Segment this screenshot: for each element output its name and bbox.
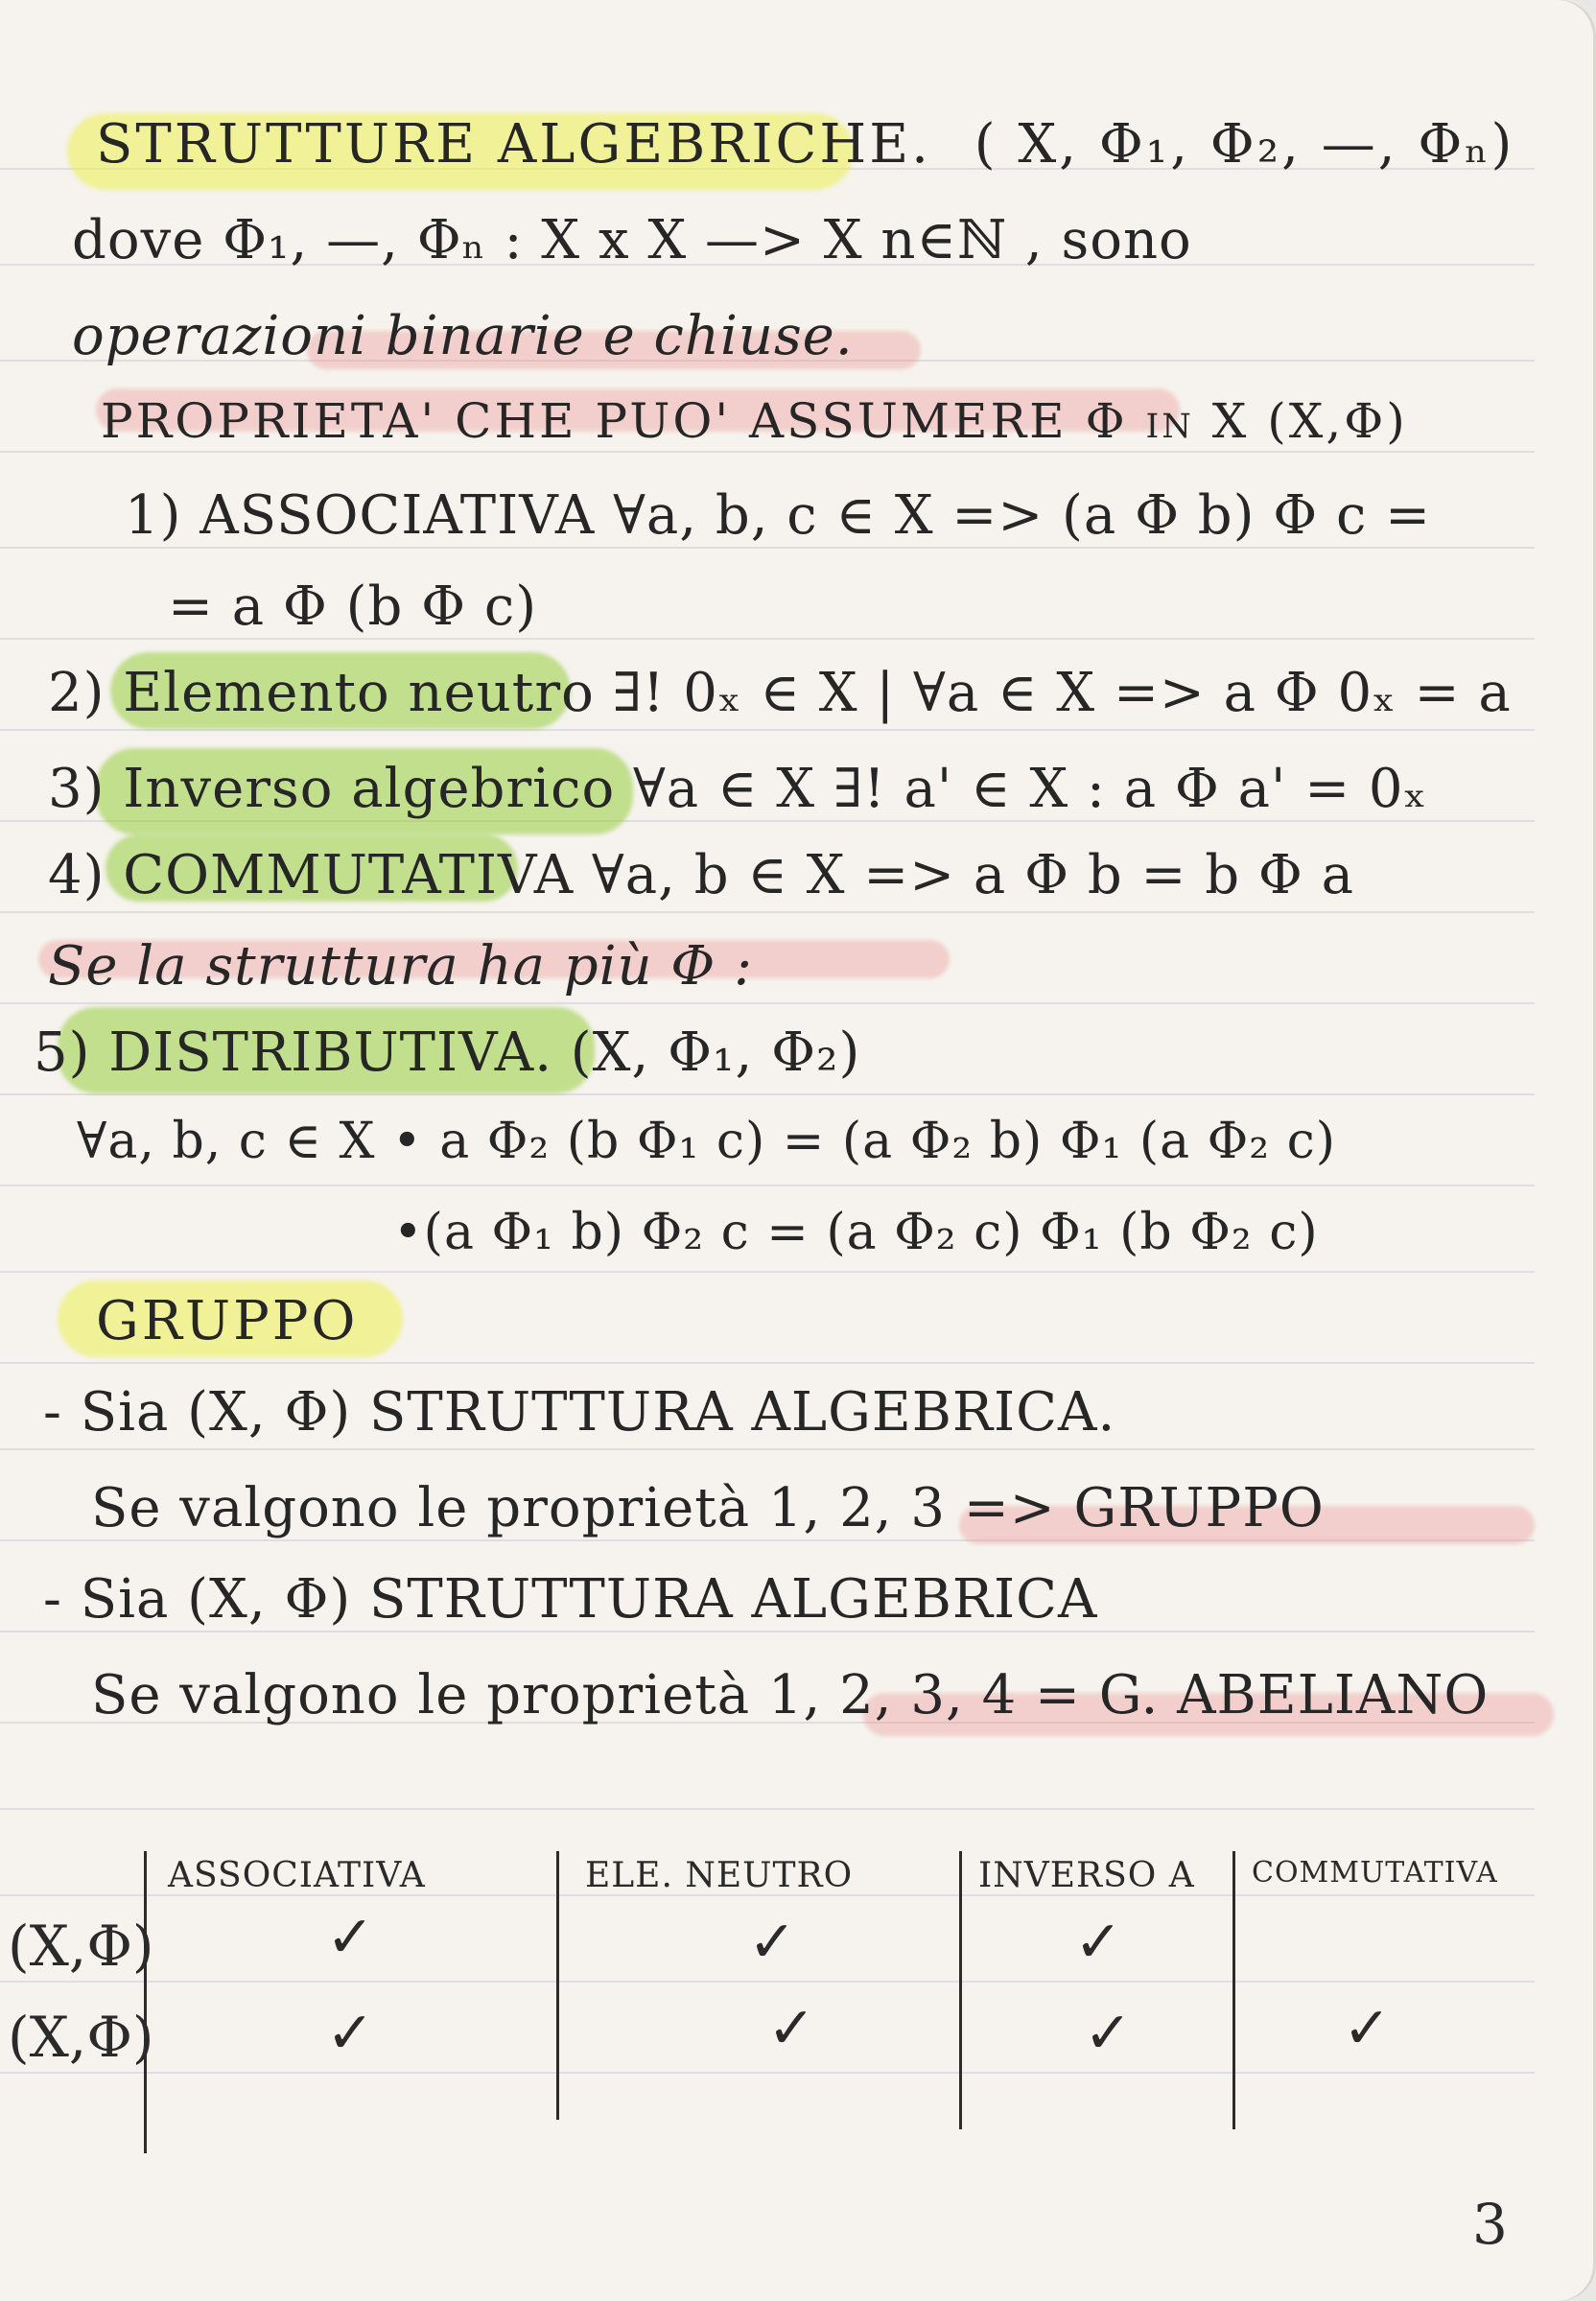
ruled-line xyxy=(0,1631,1535,1632)
property-distributiva: 5) DISTRIBUTIVA. (X, Φ₁, Φ₂) xyxy=(34,1021,861,1084)
ruled-line xyxy=(0,911,1535,913)
ruled-line xyxy=(0,1002,1535,1004)
note-line: Se la struttura ha più Φ : xyxy=(48,935,753,998)
table-column-divider xyxy=(1232,1851,1235,2129)
check-icon: ✓ xyxy=(326,2000,375,2067)
page-number: 3 xyxy=(1472,2192,1508,2257)
table-header-inverso: INVERSO A xyxy=(978,1856,1195,1895)
property-elemento-neutro: 2) Elemento neutro ∃! 0ₓ ∈ X | ∀a ∈ X => a Φ 0ₓ = a xyxy=(48,662,1512,724)
table-header-neutro: ELE. NEUTRO xyxy=(585,1856,854,1895)
title-formula: ( X, Φ₁, Φ₂, —, Φₙ) xyxy=(974,113,1515,176)
check-icon: ✓ xyxy=(767,1995,816,2062)
ruled-line xyxy=(0,547,1535,549)
ruled-line xyxy=(0,1448,1535,1450)
ruled-line xyxy=(0,451,1535,453)
property-commutativa: 4) COMMUTATIVA ∀a, b ∈ X => a Φ b = b Φ a xyxy=(48,844,1354,906)
group-heading: GRUPPO xyxy=(96,1290,359,1352)
ruled-line xyxy=(0,1981,1535,1983)
ruled-line xyxy=(0,1808,1535,1810)
distributiva-formula-1: ∀a, b, c ∈ X • a Φ₂ (b Φ₁ c) = (a Φ₂ b) Φ₁ (a Φ₂ c) xyxy=(77,1113,1337,1170)
table-header-associativa: ASSOCIATIVA xyxy=(168,1856,426,1895)
ruled-line xyxy=(0,1185,1535,1186)
definition-line-2: operazioni binarie e chiuse. xyxy=(72,305,854,367)
table-row-header-divider xyxy=(144,1851,147,2153)
table-column-divider xyxy=(556,1851,559,2120)
group-line-1: - Sia (X, Φ) STRUTTURA ALGEBRICA. xyxy=(43,1381,1116,1444)
ruled-line xyxy=(0,1271,1535,1273)
table-column-divider xyxy=(959,1851,962,2129)
ruled-line xyxy=(0,2072,1535,2074)
group-line-3: - Sia (X, Φ) STRUTTURA ALGEBRICA xyxy=(43,1568,1098,1631)
check-icon: ✓ xyxy=(1084,2000,1133,2067)
ruled-line xyxy=(0,729,1535,731)
properties-heading: PROPRIETA' CHE PUO' ASSUMERE Φ in X (X,Φ) xyxy=(101,393,1408,449)
table-row-label: (X,Φ) xyxy=(8,1914,154,1979)
distributiva-formula-2: •(a Φ₁ b) Φ₂ c = (a Φ₂ c) Φ₁ (b Φ₂ c) xyxy=(393,1204,1319,1261)
property-associativa: 1) ASSOCIATIVA ∀a, b, c ∈ X => (a Φ b) Φ c = xyxy=(125,484,1432,547)
group-line-2: Se valgono le proprietà 1, 2, 3 => GRUPPO xyxy=(91,1477,1325,1539)
notes-title xyxy=(96,113,1514,176)
property-inverso: 3) Inverso algebrico ∀a ∈ X ∃! a' ∈ X : a Φ a' = 0ₓ xyxy=(48,758,1428,820)
check-icon: ✓ xyxy=(326,1904,375,1971)
check-icon: ✓ xyxy=(748,1909,797,1976)
ruled-line xyxy=(0,1362,1535,1364)
title-text: STRUTTURE ALGEBRICHE. xyxy=(96,113,931,176)
ruled-line xyxy=(0,1093,1535,1095)
group-line-4: Se valgono le proprietà 1, 2, 3, 4 = G. ABELIANO xyxy=(91,1664,1490,1726)
check-icon: ✓ xyxy=(1343,1995,1392,2062)
property-associativa-cont: = a Φ (b Φ c) xyxy=(168,575,538,638)
ruled-line xyxy=(0,638,1535,640)
check-icon: ✓ xyxy=(1074,1909,1123,1976)
table-header-commutativa: COMMUTATIVA xyxy=(1252,1856,1498,1890)
definition-line: dove Φ₁, —, Φₙ : X x X —> X n∈ℕ , sono xyxy=(72,209,1192,271)
table-row-label: (X,Φ) xyxy=(8,2005,154,2070)
